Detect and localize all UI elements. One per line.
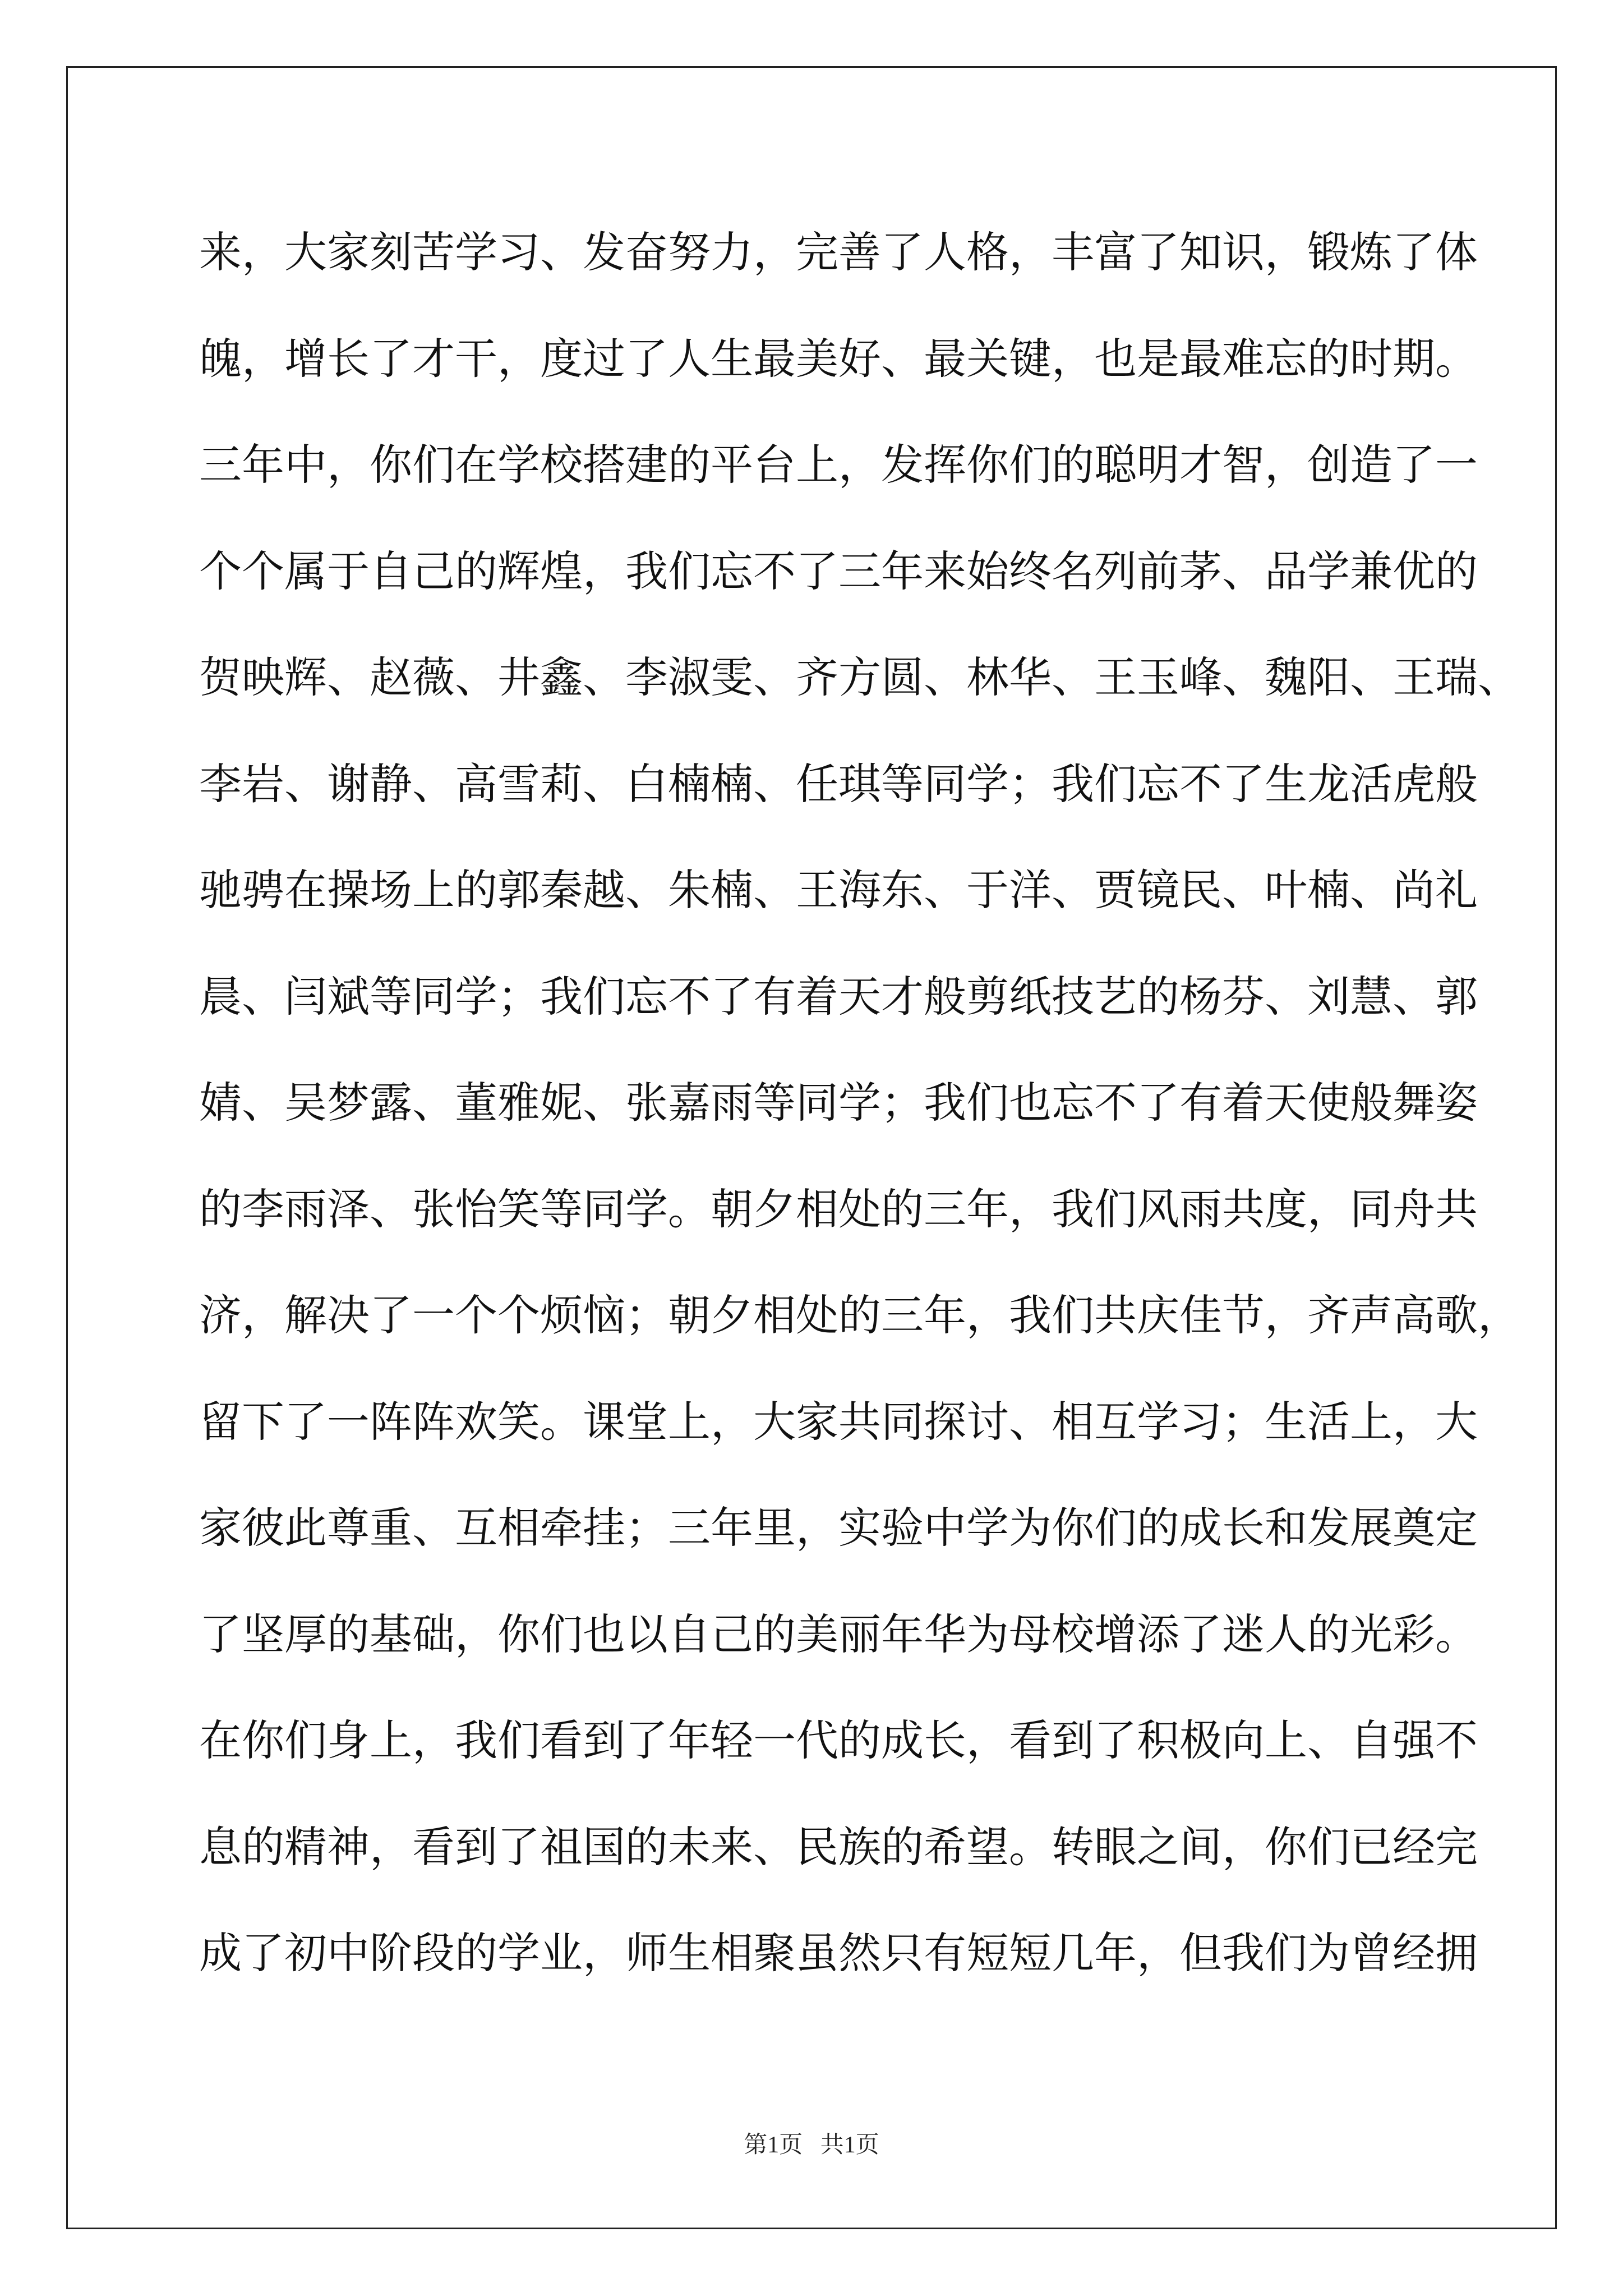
text-line-2: 魄，增长了才干，度过了人生最美好、最关键，也是最难忘的时期。: [199, 333, 1478, 384]
text-line-6: 李岩、谢静、高雪莉、白楠楠、任琪等同学；我们忘不了生龙活虎般: [199, 758, 1478, 809]
text-line-5: 贺映辉、赵薇、井鑫、李淑雯、齐方圆、林华、王玉峰、魏阳、王瑞、: [199, 652, 1520, 702]
text-line-11: 济，解决了一个个烦恼；朝夕相处的三年，我们共庆佳节，齐声高歌，: [199, 1290, 1520, 1340]
text-line-13: 家彼此尊重、互相牵挂；三年里，实验中学为你们的成长和发展奠定: [199, 1503, 1478, 1553]
text-line-16: 息的精神，看到了祖国的未来、民族的希望。转眼之间，你们已经完: [199, 1821, 1478, 1872]
text-line-15: 在你们身上，我们看到了年轻一代的成长，看到了积极向上、自强不: [199, 1715, 1478, 1765]
text-line-4: 个个属于自己的辉煌，我们忘不了三年来始终名列前茅、品学兼优的: [199, 546, 1478, 596]
page-number-footer: 第1页 共1页: [744, 2132, 879, 2158]
text-line-10: 的李雨泽、张怡笑等同学。朝夕相处的三年，我们风雨共度，同舟共: [199, 1184, 1478, 1234]
text-line-9: 婧、吴梦露、董雅妮、张嘉雨等同学；我们也忘不了有着天使般舞姿: [199, 1078, 1478, 1128]
text-line-14: 了坚厚的基础，你们也以自己的美丽年华为母校增添了迷人的光彩。: [199, 1609, 1478, 1659]
text-line-1: 来，大家刻苦学习、发奋努力，完善了人格，丰富了知识，锻炼了体: [199, 227, 1478, 277]
text-line-17: 成了初中阶段的学业，师生相聚虽然只有短短几年，但我们为曾经拥: [199, 1928, 1478, 1978]
text-line-3: 三年中，你们在学校搭建的平台上，发挥你们的聪明才智，创造了一: [199, 440, 1478, 490]
text-line-7: 驰骋在操场上的郭秦越、朱楠、王海东、于洋、贾镜民、叶楠、尚礼: [199, 865, 1478, 915]
text-line-8: 晨、闫斌等同学；我们忘不了有着天才般剪纸技艺的杨芬、刘慧、郭: [199, 971, 1478, 1022]
document-body: [199, 199, 1520, 2007]
text-line-12: 留下了一阵阵欢笑。课堂上，大家共同探讨、相互学习；生活上，大: [199, 1396, 1478, 1447]
